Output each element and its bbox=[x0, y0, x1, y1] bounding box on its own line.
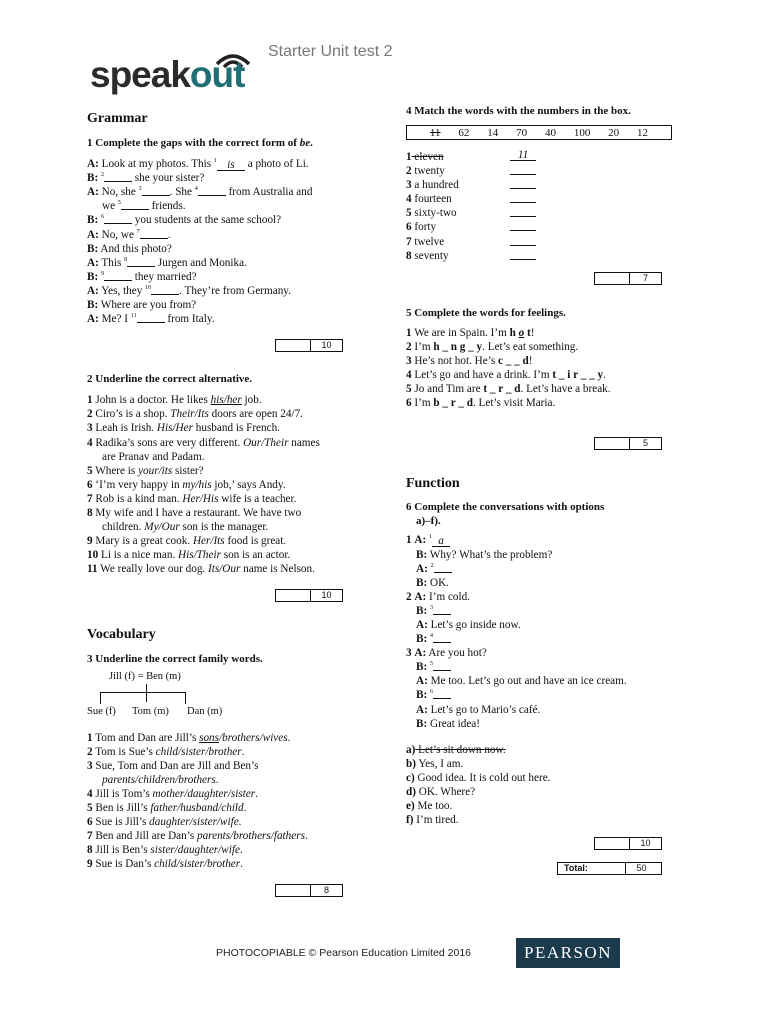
match-word: twelve bbox=[411, 235, 445, 248]
list-item: are Pranav and Padam. bbox=[102, 450, 205, 463]
option-item bbox=[406, 799, 696, 813]
list-item: 9 Sue is Dan’s child/sister/brother. bbox=[87, 858, 243, 871]
q1-instruction: 1 Complete the gaps with the correct form of be. bbox=[87, 137, 313, 150]
conv-gap-3[interactable] bbox=[433, 604, 451, 615]
q5-instruction: 5 Complete the words for feelings. bbox=[406, 306, 566, 319]
list-item: 5 Ben is Jill’s father/husband/child. bbox=[87, 802, 247, 814]
tree-child-sue: Sue (f) bbox=[87, 705, 116, 717]
vocabulary-title: Vocabulary bbox=[87, 627, 156, 643]
answer-blank[interactable] bbox=[510, 178, 536, 189]
tree-branch bbox=[100, 692, 186, 693]
gap-10[interactable] bbox=[151, 284, 179, 295]
logo-text-out: out bbox=[189, 54, 245, 95]
item-number: 2 bbox=[87, 745, 93, 758]
q6-options bbox=[406, 743, 696, 828]
tree-parents: Jill (f) = Ben (m) bbox=[109, 670, 181, 682]
gap-5[interactable] bbox=[121, 199, 149, 210]
footer-copyright: PHOTOCOPIABLE © Pearson Education Limited 2016 bbox=[216, 947, 472, 959]
option-item bbox=[406, 785, 696, 799]
item-number: 1 bbox=[406, 151, 412, 163]
conv-gap-5[interactable] bbox=[433, 660, 451, 671]
function-title: Function bbox=[406, 476, 460, 492]
grammar-title: Grammar bbox=[87, 111, 148, 126]
list-item: 2 Tom is Sue’s child/sister/brother. bbox=[87, 745, 245, 758]
list-item: 8 Jill is Ben’s sister/daughter/wife. bbox=[87, 844, 243, 857]
speakout-logo bbox=[90, 48, 265, 98]
gap-11[interactable] bbox=[137, 312, 165, 323]
tree-child-dan: Dan (m) bbox=[187, 705, 223, 717]
option-text: Good idea. It is cold out here. bbox=[414, 771, 551, 784]
list-item: 2 Ciro’s is a shop. Their/Its doors are open 24/7. bbox=[87, 408, 303, 421]
gap-2[interactable] bbox=[104, 171, 132, 182]
gap-6[interactable] bbox=[104, 213, 132, 224]
alternative-choice[interactable]: Her/Its bbox=[192, 535, 225, 548]
option-key: b) bbox=[406, 757, 416, 770]
item-number: 3 bbox=[87, 422, 93, 435]
item-number: 5 bbox=[87, 464, 93, 477]
unit-title: Starter Unit test 2 bbox=[268, 43, 393, 60]
gap-9[interactable] bbox=[104, 270, 132, 281]
alternative-choice[interactable]: parents/children/brothers bbox=[102, 773, 216, 786]
item-number: 7 bbox=[406, 235, 412, 248]
item-number: 4 bbox=[87, 436, 93, 449]
list-item: 11 We really love our dog. Its/Our name is Nelson. bbox=[87, 563, 315, 576]
option-key: f) bbox=[406, 814, 414, 827]
match-word: twenty bbox=[411, 165, 445, 178]
option-text: Yes, I am. bbox=[415, 757, 464, 770]
match-row bbox=[406, 206, 696, 220]
list-item: 9 Mary is a great cook. Her/Its food is great. bbox=[87, 535, 287, 548]
conv-gap-6[interactable] bbox=[433, 688, 451, 699]
gap-7[interactable] bbox=[140, 228, 168, 239]
q6-conversations: 1 A: $^1$ a B: Why? What’s the problem? A: $^2$ B: OK. 2 A: I’m cold. B: $^3$ A: Let’s go inside now. B: $^4$ 3 A: Are you hot? B: $^5$ A: Me too. Let’s go out and have an ice cream. B: $^6$ A: Let’s go to Mario’s café. B: Great idea! bbox=[406, 534, 627, 730]
list-item: 6 Sue is Jill’s daughter/sister/wife. bbox=[87, 816, 242, 829]
option-text: Me too. bbox=[414, 800, 453, 813]
answer-blank[interactable] bbox=[510, 192, 536, 203]
match-word: fourteen bbox=[411, 193, 452, 206]
match-row bbox=[406, 192, 696, 206]
match-word: forty bbox=[411, 221, 437, 234]
item-number: 2 bbox=[406, 165, 412, 178]
alternative-choice[interactable]: /brothers/wives bbox=[219, 731, 288, 744]
list-item: 3 Leah is Irish. His/Her husband is French. bbox=[87, 422, 280, 435]
alternative-choice[interactable]: His/Her bbox=[156, 422, 193, 435]
q5-score-box: 5 bbox=[594, 437, 662, 450]
answer-blank[interactable] bbox=[510, 249, 536, 260]
alternative-choice[interactable]: My/Our bbox=[144, 521, 180, 534]
match-row bbox=[406, 178, 696, 192]
gap-4[interactable] bbox=[198, 185, 226, 196]
option-item bbox=[406, 757, 696, 771]
list-item: 8 My wife and I have a restaurant. We have two bbox=[87, 506, 302, 519]
list-item: 10 Li is a nice man. His/Their son is an actor. bbox=[87, 549, 291, 562]
q2-instruction: 2 Underline the correct alternative. bbox=[87, 373, 253, 386]
list-item: 1 John is a doctor. He likes his/her job. bbox=[87, 394, 262, 407]
alternative-choice[interactable]: sister/daughter/wife bbox=[150, 844, 240, 857]
option-item bbox=[406, 743, 696, 757]
list-item: 6 ‘I’m very happy in my/his job,’ says Andy. bbox=[87, 478, 286, 491]
option-text: OK. Where? bbox=[415, 786, 476, 798]
left-column bbox=[87, 112, 367, 897]
match-row bbox=[406, 249, 696, 263]
item-number: 3 bbox=[87, 759, 93, 772]
item-number: 7 bbox=[87, 492, 93, 505]
list-item: 7 Rob is a kind man. Her/His wife is a teacher. bbox=[87, 492, 297, 505]
gap-1[interactable]: is bbox=[217, 160, 245, 171]
answer-blank[interactable]: 11 bbox=[510, 150, 536, 161]
item-number: 11 bbox=[87, 563, 98, 576]
list-item: 7 Ben and Jill are Dan’s parents/brothers/fathers. bbox=[87, 830, 308, 843]
q4-score-box: 7 bbox=[594, 272, 662, 285]
item-number: 4 bbox=[406, 193, 412, 206]
option-text: I’m tired. bbox=[413, 814, 459, 827]
alternative-choice[interactable]: his/her bbox=[210, 394, 242, 407]
item-number: 6 bbox=[87, 816, 93, 829]
selected-word: sons bbox=[199, 731, 220, 744]
item-number: 8 bbox=[87, 844, 93, 857]
q6-instruction: 6 Complete the conversations with options a)–f). bbox=[406, 501, 605, 528]
answer-blank[interactable] bbox=[510, 164, 536, 175]
alternative-choice[interactable]: Its/Our bbox=[208, 563, 241, 576]
match-row bbox=[406, 164, 696, 178]
family-tree bbox=[87, 670, 367, 728]
item-number: 8 bbox=[87, 506, 93, 519]
list-item: 3 Sue, Tom and Dan are Jill and Ben’s bbox=[87, 759, 259, 772]
alternative-choice[interactable]: Our/Their bbox=[243, 436, 289, 449]
alternative-choice[interactable]: child/sister/brother bbox=[154, 858, 241, 871]
logo-text-speak: speak bbox=[90, 54, 190, 95]
answer-blank[interactable] bbox=[510, 220, 536, 231]
option-item bbox=[406, 771, 696, 785]
alternative-choice[interactable]: child/sister/brother bbox=[155, 745, 242, 758]
list-item: 1 Tom and Dan are Jill’s sons/brothers/wives. bbox=[87, 731, 291, 744]
total-score-box: Total: 50 bbox=[557, 862, 662, 875]
q3-score-box: 8 bbox=[275, 884, 343, 897]
alternative-choice[interactable]: Their/Its bbox=[170, 408, 209, 421]
right-column bbox=[406, 104, 696, 875]
conv-gap-4[interactable] bbox=[433, 632, 451, 643]
number-box-struck: 11 bbox=[429, 127, 441, 139]
match-row bbox=[406, 235, 696, 249]
list-item: 4 Jill is Tom’s mother/daughter/sister. bbox=[87, 787, 258, 800]
alternative-choice[interactable]: Her/His bbox=[182, 492, 219, 505]
list-item: children. My/Our son is the manager. bbox=[102, 521, 269, 534]
option-item bbox=[406, 813, 696, 827]
answer-blank[interactable] bbox=[510, 235, 536, 246]
alternative-choice[interactable]: parents/brothers/fathers bbox=[196, 830, 305, 843]
number-box: 11 62 14 70 40 100 20 12 bbox=[406, 125, 672, 140]
q6-score-box: 10 bbox=[594, 837, 662, 850]
item-number: 7 bbox=[87, 830, 93, 843]
match-word: sixty-two bbox=[411, 207, 457, 220]
alternative-choice[interactable]: mother/daughter/sister bbox=[152, 787, 256, 800]
item-number: 8 bbox=[406, 249, 412, 262]
conv-gap-2[interactable] bbox=[434, 562, 452, 573]
alternative-choice[interactable]: His/Their bbox=[178, 549, 221, 562]
option-key: d) bbox=[406, 786, 416, 798]
alternative-choice[interactable]: my/his bbox=[182, 478, 212, 491]
item-number: 9 bbox=[87, 535, 93, 548]
match-row bbox=[406, 150, 696, 164]
list-item: 5 Where is your/its sister? bbox=[87, 464, 204, 477]
q2-score-box: 10 bbox=[275, 589, 343, 602]
q1-score-box: 10 bbox=[275, 339, 343, 352]
list-item: parents/children/brothers. bbox=[102, 773, 219, 786]
match-row bbox=[406, 220, 696, 234]
q4-list bbox=[406, 150, 696, 263]
option-text: Let’s sit down now. bbox=[415, 743, 506, 756]
item-number: 1 bbox=[87, 731, 93, 744]
item-number: 2 bbox=[87, 408, 93, 421]
q5-list: 1 We are in Spain. I’m h o t! 2 I’m h _ n g _ y. Let’s eat something. 3 He’s not hot. He’s c _ _ d! 4 Let’s go and have a drink. I’m t _ i r _ _ y. 5 Jo and Tim are t _ r _ d. Let’s have a break. 6 I’m b _ r _ d. Let’s visit Maria. bbox=[406, 326, 611, 410]
alternative-choice[interactable]: your/its bbox=[138, 464, 173, 477]
conv-gap-1[interactable]: a bbox=[432, 536, 450, 547]
answer-blank[interactable] bbox=[510, 206, 536, 217]
pearson-logo: PEARSON bbox=[516, 938, 620, 968]
item-number: 10 bbox=[87, 549, 99, 562]
option-key: a) bbox=[406, 743, 416, 756]
option-key: c) bbox=[406, 771, 415, 784]
item-number: 6 bbox=[87, 478, 93, 491]
match-word: eleven bbox=[411, 151, 444, 163]
gap-3[interactable] bbox=[142, 185, 170, 196]
item-number: 5 bbox=[406, 207, 412, 220]
gap-8[interactable] bbox=[127, 256, 155, 267]
item-number: 9 bbox=[87, 858, 93, 871]
tree-stem bbox=[146, 684, 147, 702]
item-number: 4 bbox=[87, 787, 93, 800]
q4-instruction: 4 Match the words with the numbers in the box. bbox=[406, 105, 631, 117]
item-number: 6 bbox=[406, 221, 412, 234]
alternative-choice[interactable]: daughter/sister/wife bbox=[149, 816, 239, 829]
item-number: 1 bbox=[87, 394, 93, 407]
alternative-choice[interactable]: father/husband/child bbox=[150, 802, 244, 814]
match-word: a hundred bbox=[411, 179, 459, 192]
q2-list bbox=[87, 393, 367, 576]
q1-dialogue: A: Look at my photos. This $^1$ is a photo of Li. B: $^2$ she your sister? A: No, she $^3$ . She $^4$ from Australia and we $^5$ friends. B: $^6$ you students at the same school? A: No, we $^7$ . B: And this photo? A: This $^8$ Jurgen and Monika. B: $^9$ they married? A: Yes, they $^{10}$ . They’re from Germany. B: Where are you from? A: Me? I $^{11}$ from Italy. bbox=[87, 158, 313, 326]
option-key: e) bbox=[406, 800, 415, 813]
q3-list bbox=[87, 731, 367, 872]
item-number: 3 bbox=[406, 179, 412, 192]
match-word: seventy bbox=[411, 249, 449, 262]
item-number: 5 bbox=[87, 802, 93, 814]
q3-instruction: 3 Underline the correct family words. bbox=[87, 652, 263, 665]
tree-child-tom: Tom (m) bbox=[132, 705, 169, 717]
list-item: 4 Radika’s sons are very different. Our/Their names bbox=[87, 436, 320, 449]
